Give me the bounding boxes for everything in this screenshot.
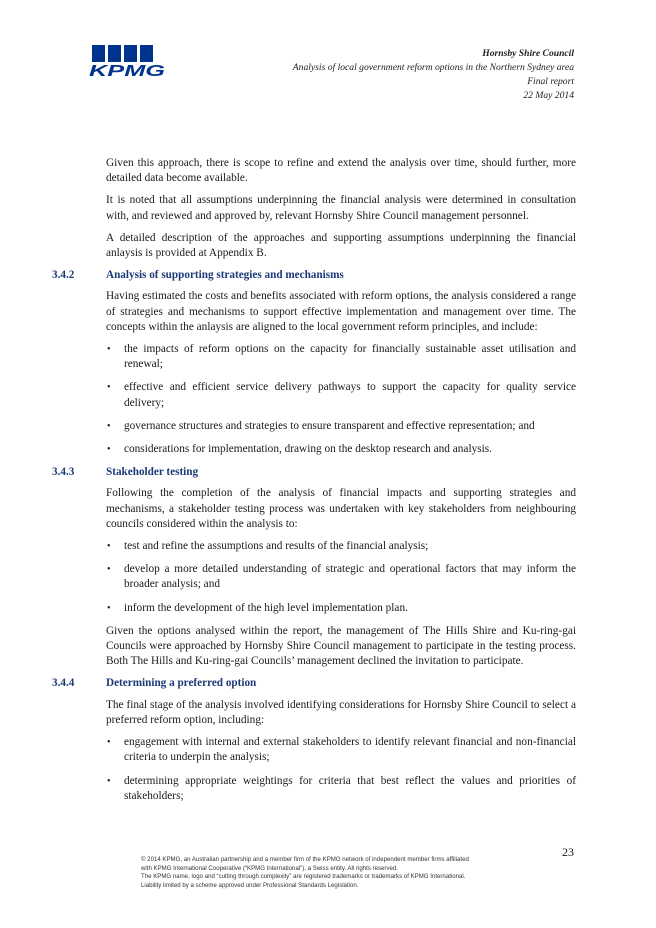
- svg-text:KPMG: KPMG: [89, 63, 165, 79]
- section-intro: Following the completion of the analysis of financial impacts and supporting strategies and mechanisms, a stakeholder testing process was undertaken with key stakeholders from neighbouring councils considered within the analysis to:: [106, 487, 576, 530]
- bullet-icon: •: [107, 444, 111, 456]
- list-item: • governance structures and strategies to ensure transparent and effective representation; and: [106, 419, 576, 434]
- header-date: 22 May 2014: [523, 90, 574, 101]
- section-paragraph: Given the options analysed within the report, the management of The Hills Shire and Ku-ring-gai Councils were approached by Hornsby Shire Council management to participate in the testing process. Both The Hills and Ku-ring-gai Councils’ management declined the invitation to participate.: [106, 624, 576, 668]
- body-paragraph: It is noted that all assumptions underpinning the financial analysis were determined in consultation with, and reviewed and approved by, relevant Hornsby Shire Council management personnel.: [106, 194, 576, 222]
- section-intro: The final stage of the analysis involved identifying considerations for Hornsby Shire Council to select a preferred reform option, including:: [106, 698, 576, 726]
- bullet-list: [106, 539, 576, 616]
- kpmg-logo: [86, 45, 168, 79]
- section-heading: [52, 268, 576, 283]
- section-title: Stakeholder testing: [106, 466, 199, 479]
- section-number: 3.4.3: [52, 466, 75, 479]
- body-paragraph: A detailed description of the approaches and supporting assumptions underpinning the financial anlaysis is provided at Appendix B.: [106, 231, 576, 260]
- list-item: • determining appropriate weightings for criteria that best reflect the values and priorities of stakeholders;: [107, 774, 576, 802]
- list-item: • effective and efficient service delivery pathways to support the capacity for quality service delivery;: [107, 381, 576, 409]
- section-heading: [52, 465, 576, 480]
- bullet-icon: •: [107, 541, 111, 553]
- bullet-icon: •: [107, 344, 111, 356]
- body-paragraph: Given this approach, there is scope to refine and extend the analysis over time, should further, more detailed data become available.: [106, 157, 576, 185]
- list-item: • inform the development of the high level implementation plan.: [106, 601, 576, 616]
- bullet-icon: •: [107, 775, 111, 787]
- bullet-icon: •: [107, 420, 111, 432]
- footer-line: © 2014 KPMG, an Australian partnership and a member firm of the KPMG network of independent member firms affiliated: [141, 856, 469, 863]
- header-report: Final report: [527, 76, 574, 87]
- copyright-footer: [141, 856, 541, 890]
- header-subtitle: Analysis of local government reform options in the Northern Sydney area: [292, 62, 574, 73]
- footer-line: The KPMG name, logo and “cutting through complexity” are registered trademarks or trademarks of KPMG International.: [141, 873, 466, 881]
- section-heading: [52, 676, 576, 691]
- bullet-icon: •: [107, 737, 111, 749]
- header-organisation: Hornsby Shire Council: [482, 48, 574, 59]
- document-header: [293, 47, 574, 103]
- list-item: • the impacts of reform options on the capacity for financially sustainable asset utilisation and renewal;: [107, 343, 576, 371]
- section-number: 3.4.4: [52, 677, 75, 690]
- section-title: Determining a preferred option: [106, 677, 257, 690]
- bullet-icon: •: [107, 564, 111, 576]
- list-item: • considerations for implementation, drawing on the desktop research and analysis.: [106, 442, 576, 457]
- list-item: • test and refine the assumptions and results of the financial analysis;: [106, 539, 576, 554]
- section-number: 3.4.2: [52, 269, 75, 282]
- bullet-icon: •: [107, 382, 111, 394]
- footer-line: Liability limited by a scheme approved under Professional Standards Legislation.: [141, 881, 359, 889]
- bullet-icon: •: [107, 602, 111, 614]
- list-item: • engagement with internal and external stakeholders to identify relevant financial and non-financial criteria to underpin the analysis;: [107, 736, 576, 764]
- page-body: [52, 156, 576, 812]
- page-number: 23: [562, 845, 574, 859]
- bullet-list: [106, 735, 576, 804]
- section-title: Analysis of supporting strategies and mechanisms: [106, 269, 344, 282]
- section-intro: Having estimated the costs and benefits associated with reform options, the analysis considered a range of strategies and mechanisms to support effective implementation and management over time. The concepts within the anlaysis are aligned to the local government reform principles, and include:: [106, 290, 576, 333]
- footer-line: with KPMG International Cooperative (“KPMG International”), a Swiss entity. All rights reserved.: [141, 864, 398, 872]
- list-item: • develop a more detailed understanding of strategic and operational factors that may inform the broader analysis; and: [107, 563, 576, 591]
- bullet-list: [106, 342, 576, 457]
